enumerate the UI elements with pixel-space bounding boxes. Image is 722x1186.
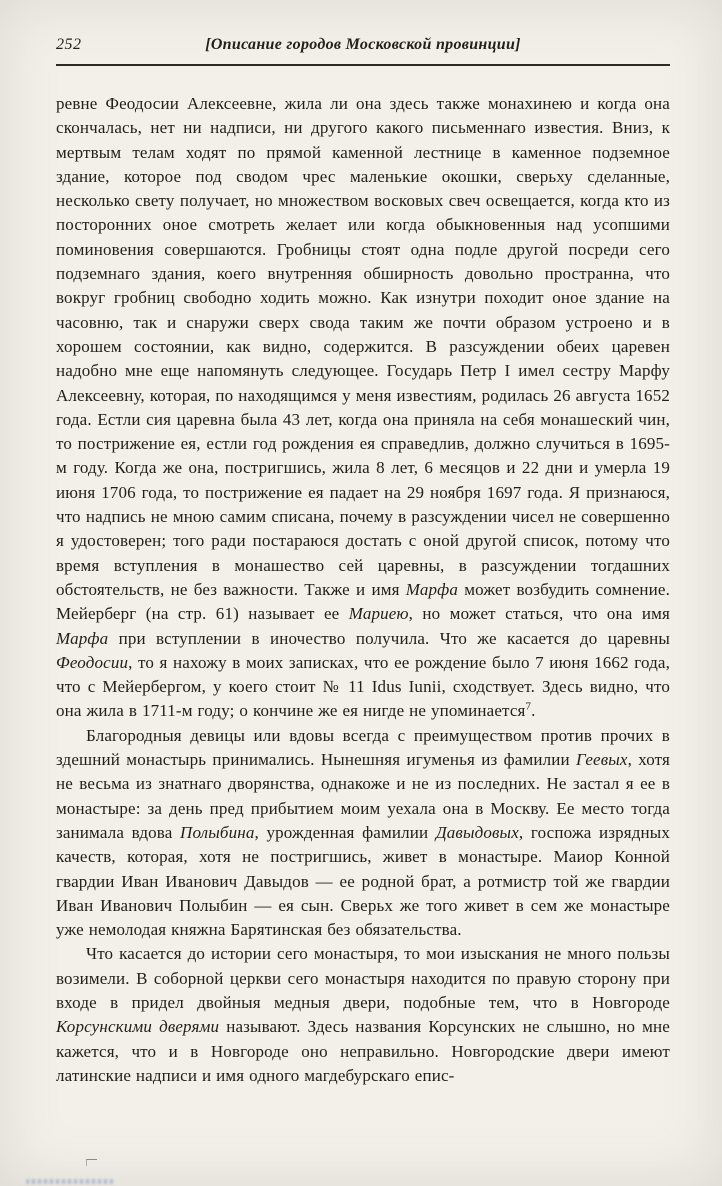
paragraph [56, 942, 670, 1088]
footnote-reference: 7 [525, 700, 532, 713]
text-run: может возбудить сомнение. Мейерберг (на стр. 61) называет ее [56, 579, 670, 624]
text-run: , хотя не весьма из знатнаго дворянства, однакоже и не из последних. Не застал я ее в монастыре: за день пред прибытием моим уехала она в Москву. Ее место тогда занимала вдова [56, 750, 670, 842]
text-run: называют. Здесь названия Корсунских не слышно, но мне кажется, что и в Новгороде оно неправильно. Новгородские двери имеют латинские надписи и имя одного магдебурскаго епис- [56, 1017, 670, 1085]
text-run: , то я нахожу в моих записках, что ее рождение было 7 июня 1662 года, что с Мейербергом, у коего стоит № 11 Idus Iunii, сходствует. Здесь видно, что она жила в 1711-м году; о кончине же ея нигде не упоминается [56, 652, 670, 721]
text-run: Что касается до истории сего монастыря, то мои изыскания не много пользы возимели. В соборной церкви сего монастыря находится по правую сторону при входе в придел двойныя медныя двери, подобные тем, что в Новгороде [56, 944, 670, 1012]
body-text [56, 92, 670, 1088]
scan-smudge-artifact [26, 1179, 114, 1184]
text-run: Благородныя девицы или вдовы всегда с преимуществом против прочих в здешний монастырь принимались. Нынешняя игуменья из фамилии [56, 725, 670, 770]
running-head-title: [Описание городов Московской провинции] [205, 36, 521, 53]
text-run: . [531, 701, 536, 721]
text-run: при вступлении в иночество получила. Что же касается до царевны [108, 628, 670, 648]
italic-text-run: Мариею [348, 604, 409, 624]
header-rule [56, 64, 670, 66]
text-run: ревне Феодосии Алексеевне, жила ли она здесь также монахинею и когда она скончалась, нет ни надписи, ни другого какого письменнаго известия. Вниз, к мертвым телам ходят по прямой каменной лестнице в каменное подземное здание, которое под сводом чрес маленькие окошки, сверьху сделанные, несколько свету получает, но множеством восковых свеч освещается, когда кто из посторонних оное смотреть желает или когда обыкновенныя над усопшими поминовения совершаются. Гробницы стоят одна подле другой посреди сего подземнаго здания, коего внутренняя обширность довольно пространна, что вокруг гробниц свободно ходить можно. Как изнутри походит оное здание на часовню, так и снаружи сверх свода таким же почти образом устроено и в хорошем состоянии, как видно, содержится. В разсуждении обеих царевен надобно мне еще напомянуть следующее. Государь Петр I имел сестру Марфу Алексеевну, которая, по находящимся у меня известиям, родилась 26 августа 1652 года. Естли сия царевна была 43 лет, когда она приняла на себя монашеский чин, то пострижение ея, естли год рождения ея справедлив, должно случиться в 1695-м году. Когда же она, постригшись, жила 8 лет, 6 месяцов и 22 дни и умерла 19 июня 1706 года, то пострижение ея падает на 29 ноября 1697 года. Я признаюся, что надпись не мною самим списана, почему в разсуждении чисел не совершенно я удостоверен; того ради постараюся достать с оной другой список, потому что время вступления в монашество сей царевны, в разсуждении тогдашних обстоятельств, не без важности. Также и имя [56, 94, 670, 599]
italic-text-run: Марфа [405, 579, 459, 599]
running-head [56, 36, 670, 60]
paragraph [56, 92, 670, 724]
italic-text-run: Феодосии [56, 652, 129, 672]
text-run: , но может статься, что она имя [408, 604, 670, 624]
italic-text-run: Полыбина [180, 822, 255, 842]
text-run: , госпожа изрядных качеств, которая, хотя не постригшись, живет в монастыре. Маиор Конной гвардии Иван Иванович Давыдов — ее родной брат, а ротмистр той же гвардии Иван Иванович Полыбин — ея сын. Сверьх же того живет в сем же монастыре уже немолодая княжна Барятинская без обязательства. [56, 822, 670, 940]
italic-text-run: Геевых [576, 750, 628, 770]
italic-text-run: Корсунскими дверями [56, 1017, 220, 1037]
italic-text-run: Давыдовых [435, 822, 519, 842]
text-run: , урожденная фамилии [254, 822, 436, 842]
paragraph [56, 724, 670, 943]
italic-text-run: Марфа [56, 628, 109, 648]
page-number: 252 [56, 36, 82, 53]
pencil-artifact-mark [86, 1159, 97, 1166]
